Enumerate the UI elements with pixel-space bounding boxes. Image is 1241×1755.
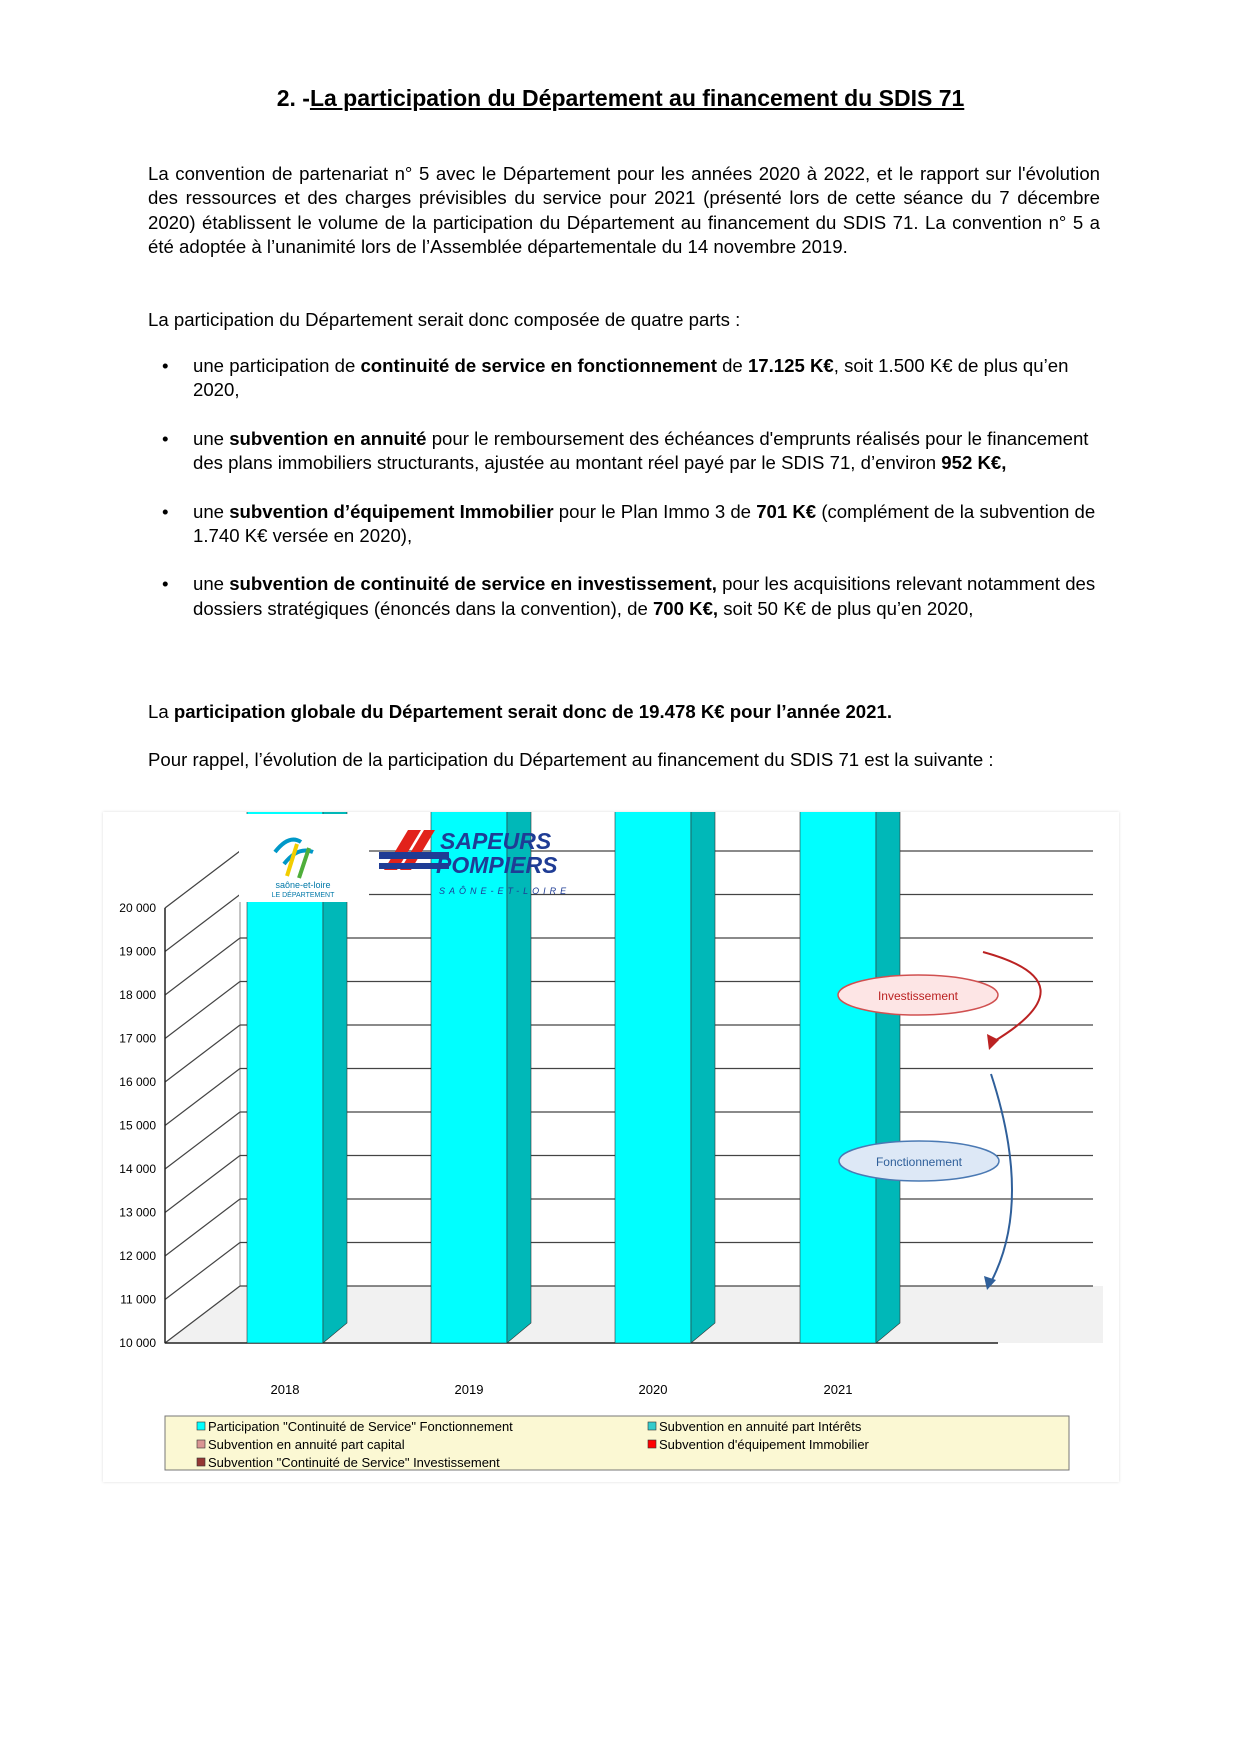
svg-text:Subvention "Continuité de Serv: Subvention "Continuité de Service" Investissement [208, 1455, 500, 1470]
pompiers-logo-line1: SAPEURS [440, 828, 552, 854]
list-item: • une subvention de continuité de service en investissement, pour les acquisitions relevant notamment des dossiers stratégiques (énoncés dans la convention), de 700 K€, soit 50 K€ de plus qu’en 2020, [162, 573, 1096, 619]
list-item: • une subvention en annuité pour le remboursement des échéances d'emprunts réalisés pour le financement des plans immobiliers structurants, ajustée au montant réel payé par le SDIS 71, d’environ 952 K€, [162, 427, 1089, 474]
y-tick-label: 14 000 [119, 1162, 156, 1176]
total-sentence: La participation globale du Département serait donc de 19.478 K€ pour l’année 2021. [148, 701, 892, 722]
chart-legend [165, 1416, 1069, 1470]
y-tick-label: 11 000 [120, 1292, 156, 1307]
section-title: La participation du Département au financement du SDIS 71 [309, 85, 965, 111]
section-heading [0, 85, 1241, 112]
y-tick-label: 13 000 [119, 1205, 156, 1220]
bar-segment [800, 812, 900, 1343]
y-tick-label: 18 000 [119, 988, 156, 1002]
intro-paragraph: La convention de partenariat n° 5 avec le Département pour les années 2020 à 2022, et le rapport sur l'évolution des ressources et des charges prévisibles du service pour 2021 (présenté lors de cette séance du 7 décembre 2020) établissent le volume de la participation du Département au financement du SDIS 71. La convention n° 5 a été adoptée à l’unanimité lors de l’Assemblée départementale du 14 novembre 2019. [148, 163, 1100, 258]
parts-intro: La participation du Département serait donc composée de quatre parts : [148, 309, 741, 330]
list-item: • une participation de continuité de service en fonctionnement de 17.125 K€, soit 1.500 K€ de plus qu’en 2020, [162, 355, 1069, 401]
departement-logo-sub: LE DÉPARTEMENT [271, 892, 335, 899]
y-tick-label: 20 000 [119, 901, 156, 915]
y-tick-label: 17 000 [119, 1031, 156, 1046]
reminder-sentence: Pour rappel, l’évolution de la participation du Département au financement du SDIS 71 est la suivante : [148, 749, 994, 770]
legend-item [197, 1455, 500, 1470]
svg-text:Subvention en annuité part Int: Subvention en annuité part Intérêts [659, 1419, 862, 1434]
legend-item [648, 1437, 870, 1452]
legend-item [197, 1437, 405, 1452]
participation-chart [103, 812, 1119, 1482]
svg-text:Investissement: Investissement [877, 989, 959, 1003]
pompiers-logo-line2: POMPIERS [436, 852, 558, 878]
bar-segment [615, 812, 715, 1343]
departement-logo-name: saône-et-loire [275, 880, 331, 890]
y-tick-label: 10 000 [119, 1336, 156, 1350]
departement-logo [239, 814, 369, 902]
section-number: 2. - [276, 85, 310, 111]
list-item: • une subvention d’équipement Immobilier pour le Plan Immo 3 de 701 K€ (complément de la subvention de 1.740 K€ versée en 2020), [162, 500, 1096, 547]
y-tick-label: 19 000 [119, 944, 156, 959]
legend-item [197, 1419, 513, 1434]
legend-item [648, 1419, 862, 1434]
y-tick-label: 16 000 [119, 1075, 156, 1089]
y-tick-label: 12 000 [119, 1249, 156, 1263]
x-tick-label: 2018 [270, 1382, 300, 1397]
svg-text:Subvention en annuité part cap: Subvention en annuité part capital [208, 1437, 405, 1452]
svg-text:Subvention d'équipement Immobi: Subvention d'équipement Immobilier [659, 1437, 869, 1452]
parts-list [148, 354, 1100, 645]
pompiers-logo [379, 828, 570, 896]
x-tick-label: 2019 [454, 1382, 484, 1397]
y-tick-label: 15 000 [119, 1118, 156, 1133]
svg-text:Participation "Continuité de S: Participation "Continuité de Service" Fonctionnement [208, 1419, 513, 1434]
chart-svg [103, 812, 1119, 1482]
svg-text:Fonctionnement: Fonctionnement [875, 1155, 963, 1169]
pompiers-logo-line3: SAÔNE-ET-LOIRE [439, 886, 571, 896]
x-tick-label: 2020 [638, 1382, 668, 1397]
x-tick-label: 2021 [823, 1382, 853, 1397]
